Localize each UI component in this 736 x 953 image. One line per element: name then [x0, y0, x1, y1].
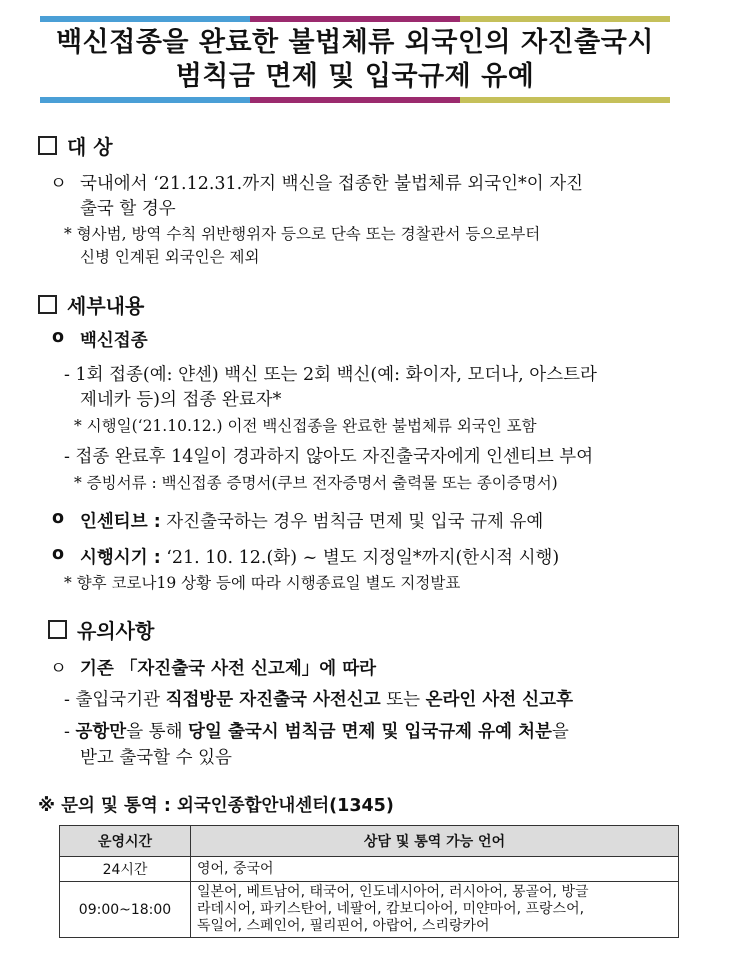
- vaccine-bullet: o: [52, 327, 65, 347]
- section-details-heading: 세부내용: [38, 290, 144, 319]
- language-line: 일본어, 베트남어, 태국어, 인도네시아어, 러시아어, 몽골어, 방글: [197, 884, 589, 900]
- vaccine-dash1-line-2: 제네카 등)의 접종 완료자*: [80, 390, 282, 410]
- section-target-heading: 대 상: [38, 131, 113, 160]
- title-bottom-bar: [40, 97, 670, 103]
- header-hours: 운영시간: [60, 826, 191, 857]
- target-item-bullet: ㅇ: [50, 174, 67, 194]
- language-line: 라데시어, 파키스탄어, 네팔어, 캄보디아어, 미얀마어, 프랑스어,: [197, 901, 585, 917]
- bar-segment-blue: [40, 16, 250, 22]
- title-line-2: 범칙금 면제 및 입국규제 유예: [175, 61, 535, 92]
- checkbox-square-icon: [48, 620, 67, 639]
- bar-segment-olive: [460, 97, 670, 103]
- incentive-label: 인센티브 :: [80, 512, 161, 532]
- caution-dash-1: - 출입국기관 직접방문 자진출국 사전신고 또는 온라인 사전 신고후: [64, 690, 573, 710]
- row-languages: [191, 882, 679, 938]
- table-row: [60, 882, 679, 938]
- language-line: 독일어, 스페인어, 필리핀어, 아랍어, 스리랑카어: [197, 918, 490, 934]
- incentive-text: 자진출국하는 경우 범칙금 면제 및 입국 규제 유예: [166, 512, 544, 532]
- vaccine-note-1: * 시행일(‘21.10.12.) 이전 백신접종을 완료한 불법체류 외국인 포함: [74, 417, 537, 435]
- target-item-line-2: 출국 할 경우: [80, 199, 176, 219]
- document-title: [40, 26, 670, 94]
- language-support-table: [59, 825, 679, 938]
- row-time: 24시간: [60, 857, 191, 882]
- caution-bullet: ㅇ: [50, 659, 67, 679]
- bar-segment-blue: [40, 97, 250, 103]
- table-header-row: [60, 826, 679, 857]
- period-text: ‘21. 10. 12.(화) ~ 별도 지정일*까지(한시적 시행): [166, 548, 560, 568]
- bar-segment-purple: [250, 97, 460, 103]
- vaccine-dash2: - 접종 완료후 14일이 경과하지 않아도 자진출국자에게 인센티브 부여: [64, 447, 594, 467]
- table-row: [60, 857, 679, 882]
- caution-dash-2-line-2: 받고 출국할 수 있음: [80, 748, 232, 768]
- incentive-line: [80, 508, 543, 533]
- inquiry-text: 문의 및 통역 : 외국인종합안내센터(1345): [61, 796, 394, 816]
- vaccine-dash1-line-1: - 1회 접종(예: 얀센) 백신 또는 2회 백신(예: 화이자, 모더나, 아스트라: [64, 365, 597, 385]
- bar-segment-purple: [250, 16, 460, 22]
- title-line-1: 백신접종을 완료한 불법체류 외국인의 자진출국시: [56, 27, 654, 58]
- period-label: 시행시기 :: [80, 548, 161, 568]
- vaccine-title: 백신접종: [80, 331, 148, 351]
- checkbox-square-icon: [38, 136, 57, 155]
- target-note-line-2: 신병 인계된 외국인은 제외: [80, 248, 260, 266]
- period-line: [80, 544, 559, 569]
- incentive-bullet: o: [52, 508, 65, 528]
- caution-dash-2: - 공항만을 통해 당일 출국시 범칙금 면제 및 입국규제 유예 처분을: [64, 722, 569, 742]
- caution-title: 기존 「자진출국 사전 신고제」에 따라: [80, 659, 377, 679]
- row-languages: 영어, 중국어: [191, 857, 679, 882]
- bar-segment-olive: [460, 16, 670, 22]
- title-top-bar: [40, 16, 670, 22]
- header-languages: 상담 및 통역 가능 언어: [191, 826, 679, 857]
- target-note-line-1: * 형사범, 방역 수칙 위반행위자 등으로 단속 또는 경찰관서 등으로부터: [64, 225, 541, 243]
- period-bullet: o: [52, 544, 65, 564]
- target-item-line-1: 국내에서 ‘21.12.31.까지 백신을 접종한 불법체류 외국인*이 자진: [80, 174, 584, 194]
- row-time: 09:00~18:00: [60, 882, 191, 938]
- inquiry-line: [38, 792, 394, 817]
- reference-mark-icon: ※: [38, 796, 56, 816]
- vaccine-note-2: * 증빙서류 : 백신접종 증명서(쿠브 전자증명서 출력물 또는 종이증명서): [74, 474, 558, 492]
- period-note: * 향후 코로나19 상황 등에 따라 시행종료일 별도 지정발표: [64, 574, 461, 592]
- checkbox-square-icon: [38, 295, 57, 314]
- section-caution-heading: 유의사항: [48, 615, 154, 644]
